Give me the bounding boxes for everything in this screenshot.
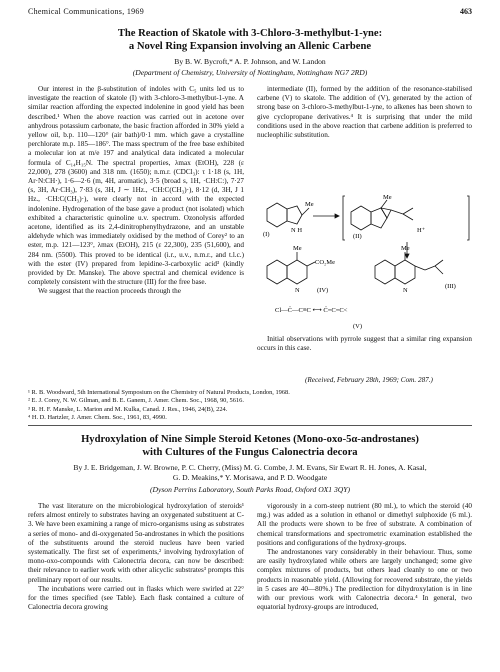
ester-label: CO₂Me — [315, 259, 335, 266]
page-header — [28, 7, 472, 21]
article1-left-column — [28, 85, 244, 297]
reference-item: ⁴ H. D. Hartzler, J. Amer. Chem. Soc., 1961, 83, 4990. — [28, 414, 167, 422]
reference-item: ² E. J. Corey, N. W. Gilman, and B. E. Ganem, J. Amer. Chem. Soc., 1968, 90, 5616. — [28, 397, 244, 405]
nitrogen-label: N — [295, 287, 300, 294]
methyl-label: Me — [293, 245, 302, 252]
article2-left-column — [28, 502, 244, 612]
nh-label: N H — [291, 227, 303, 234]
compound-label-I: (I) — [263, 231, 270, 238]
methyl-label: Me — [401, 245, 410, 252]
article1-title: The Reaction of Skatole with 3-Chloro-3-methylbut-1-yne: a Novel Ring Expansion involving an Allenic Carbene — [117, 28, 383, 52]
paragraph: The incubations were carried out in flasks which were swirled at 22° for the times specified (see Table). Each flask contained a culture of Calonectria decora growing — [28, 584, 244, 612]
compound-label-IV: (IV) — [317, 287, 329, 294]
article1-affiliation: (Department of Chemistry, University of Nottingham, Nottingham NG7 2RD) — [132, 68, 368, 77]
nitrogen-label: N — [403, 287, 408, 294]
article2-affiliation: (Dyson Perrins Laboratory, South Parks Road, Oxford OX1 3QY) — [149, 485, 351, 494]
reaction-scheme-figure — [257, 194, 472, 364]
methyl-label: Me — [305, 201, 314, 208]
article2-authors: By J. E. Bridgeman, J. W. Browne, P. C. Cherry, (Miss) M. G. Combe, J. M. Evans, Sir Ewart R. H. Jones, A. Kasal, G. D. Meakins,* Y. Morisawa, and P. D. Woodgate — [73, 463, 427, 482]
compound-label-II: (II) — [353, 233, 362, 240]
paragraph: We suggest that the reaction proceeds through the — [38, 287, 181, 296]
reference-item: ³ R. H. F. Manske, L. Marion and M. Kulka, Canad. J. Res., 1946, 24(B), 224. — [28, 405, 228, 413]
article1-right-column — [257, 85, 472, 140]
proton-label: H⁺ — [417, 227, 426, 234]
paragraph: The vast literature on the microbiological hydroxylation of steroids¹ refers almost entirely to substrates having an oxygenated substituent at C-3. We have been examining a range of micro-organisms using as substrates a series of mono- and di-oxygenated 5α-androstanes in which the positions of the substituents around the steroid nucleus have been varied systematically. The first set of experiments,² involving hydroxylation of mono-oxo-compounds with Calonectria decora, can now be described: their relevance to earlier work with other alicyclic substrates³ prompts this preliminary report of our results. — [28, 502, 244, 584]
paragraph: Our interest in the β-substitution of indoles with C₅ units led us to investigate the reaction of skatole (I) with 3-chloro-3-methylbut-1-yne. A similar reaction affording the expected indolenine in good yield has been described.¹ When the above reaction was carried out in acetone over anhydrous potassium carbonate, the basic fraction afforded in 30% yield a yellow oil, b.p. 110—120° (air bath)/0·1 mm. which gave a crystalline perchlorate m.p. 185—186°. The mass spectrum of the free base exhibited a molecular ion at m/e 197 and analytical data indicated a molecular formula of C₁₄H₁₅N. The spectral properties, λmax (EtOH), 228 (ε 22,000), 278 (3600) and 318 nm. (1650); n.m.r. (CDCl₃): τ 1·18 (s, 1H, Ar·N:CH·), 1·6—2·6 (m, 4H, aromatic), 3·5 (broad s, 1H, ·CH:C:), 7·27 (s, 3H, Ar·CH₃), 7·83 (s, 3H, J ∼ 1Hz., ·CH:C(CH₃)·), 8·12 (d, 3H, J 1 Hz., ·CH:C(CH₃)·), were clearly not in accord with the expected indolenine. Hydrogenation of the base gave a product (not isolated) which exhibited a characteristic quinoline u.v. spectrum. Ozonolysis afforded acetone, identified as its 2,4-dinitrophenylhydrazone, and an unstable aldehyde which was immediately oxidised by the method of Corey² to an ester, m.p. 121—123°, λmax (EtOH), 215 (ε 22,300), 235 (51,600), and 284 nm. (5500). This proved to be identical (i.r., u.v., n.m.r., and t.l.c.) with the ester (IV) prepared from lepidine-3-carboxylic acid³ (kindly provided by Dr. Manske). The above spectral and chemical evidence is completely consistent with the structure (III) for the free base. — [28, 85, 244, 287]
article2-right-column — [257, 502, 472, 612]
paragraph: intermediate (II), formed by the addition of the resonance-stabilised carbene (V) to skatole. The addition of (V), generated by the action of strong base on 3-chloro-3-methylbut-1-yne, to alkenes has been shown to give cyclopropane derivatives.⁴ It is surprising that under the mild conditions used in the above reaction that carbene addition is preferred to nucleophilic substitution. — [257, 85, 472, 140]
article2-title: Hydroxylation of Nine Simple Steroid Ketones (Mono-oxo-5α-androstanes) with Cultures of the Fungus Calonectria decora — [81, 434, 419, 458]
carbene-equation: Cl—C̈—C≡C ⟷ C̈=C=C< — [275, 307, 348, 314]
paragraph: vigorously in a corn-steep nutrient (80 ml.), to which the steroid (40 mg.) was added as a solution in ethanol or dimethyl sulphoxide (6 ml.). All the products were shown to be free of substrate. A combination of chemical transformations and spectrometric examination established the positions and configurations of the hydroxy-groups. — [257, 502, 472, 547]
compound-label-V: (V) — [353, 323, 363, 330]
reference-item: ¹ R. B. Woodward, 5th International Symposium on the Chemistry of Natural Products, London, 1968. — [28, 389, 290, 396]
received-date: (Received, February 28th, 1969; Com. 287.) — [305, 376, 433, 384]
reaction-scheme-svg — [257, 194, 472, 364]
article1-references — [28, 389, 472, 423]
journal-name: Chemical Communications, 1969 — [28, 7, 145, 16]
page-number: 463 — [460, 7, 472, 16]
compound-label-III: (III) — [445, 283, 456, 290]
paragraph: The androstanones vary considerably in their behaviour. Thus, some are easily hydroxylated while others are largely unchanged; some give complex mixtures of products, but others lead cleanly to one or two products in reasonable yield. (Allowing for recovered substrate, the yields in 5 cases are 40—80%.) The predilection for dihydroxylation is in line with our previous work with Calonectria decora.⁴ In general, two equatorial hydroxy-groups are introduced, — [257, 548, 472, 612]
methyl-label: Me — [383, 194, 392, 201]
article1-authors: By B. W. Bycroft,* A. P. Johnson, and W. Landon — [174, 57, 326, 66]
paragraph: Initial observations with pyrrole suggest that a similar ring expansion occurs in this case. — [257, 335, 472, 353]
divider — [28, 425, 472, 426]
